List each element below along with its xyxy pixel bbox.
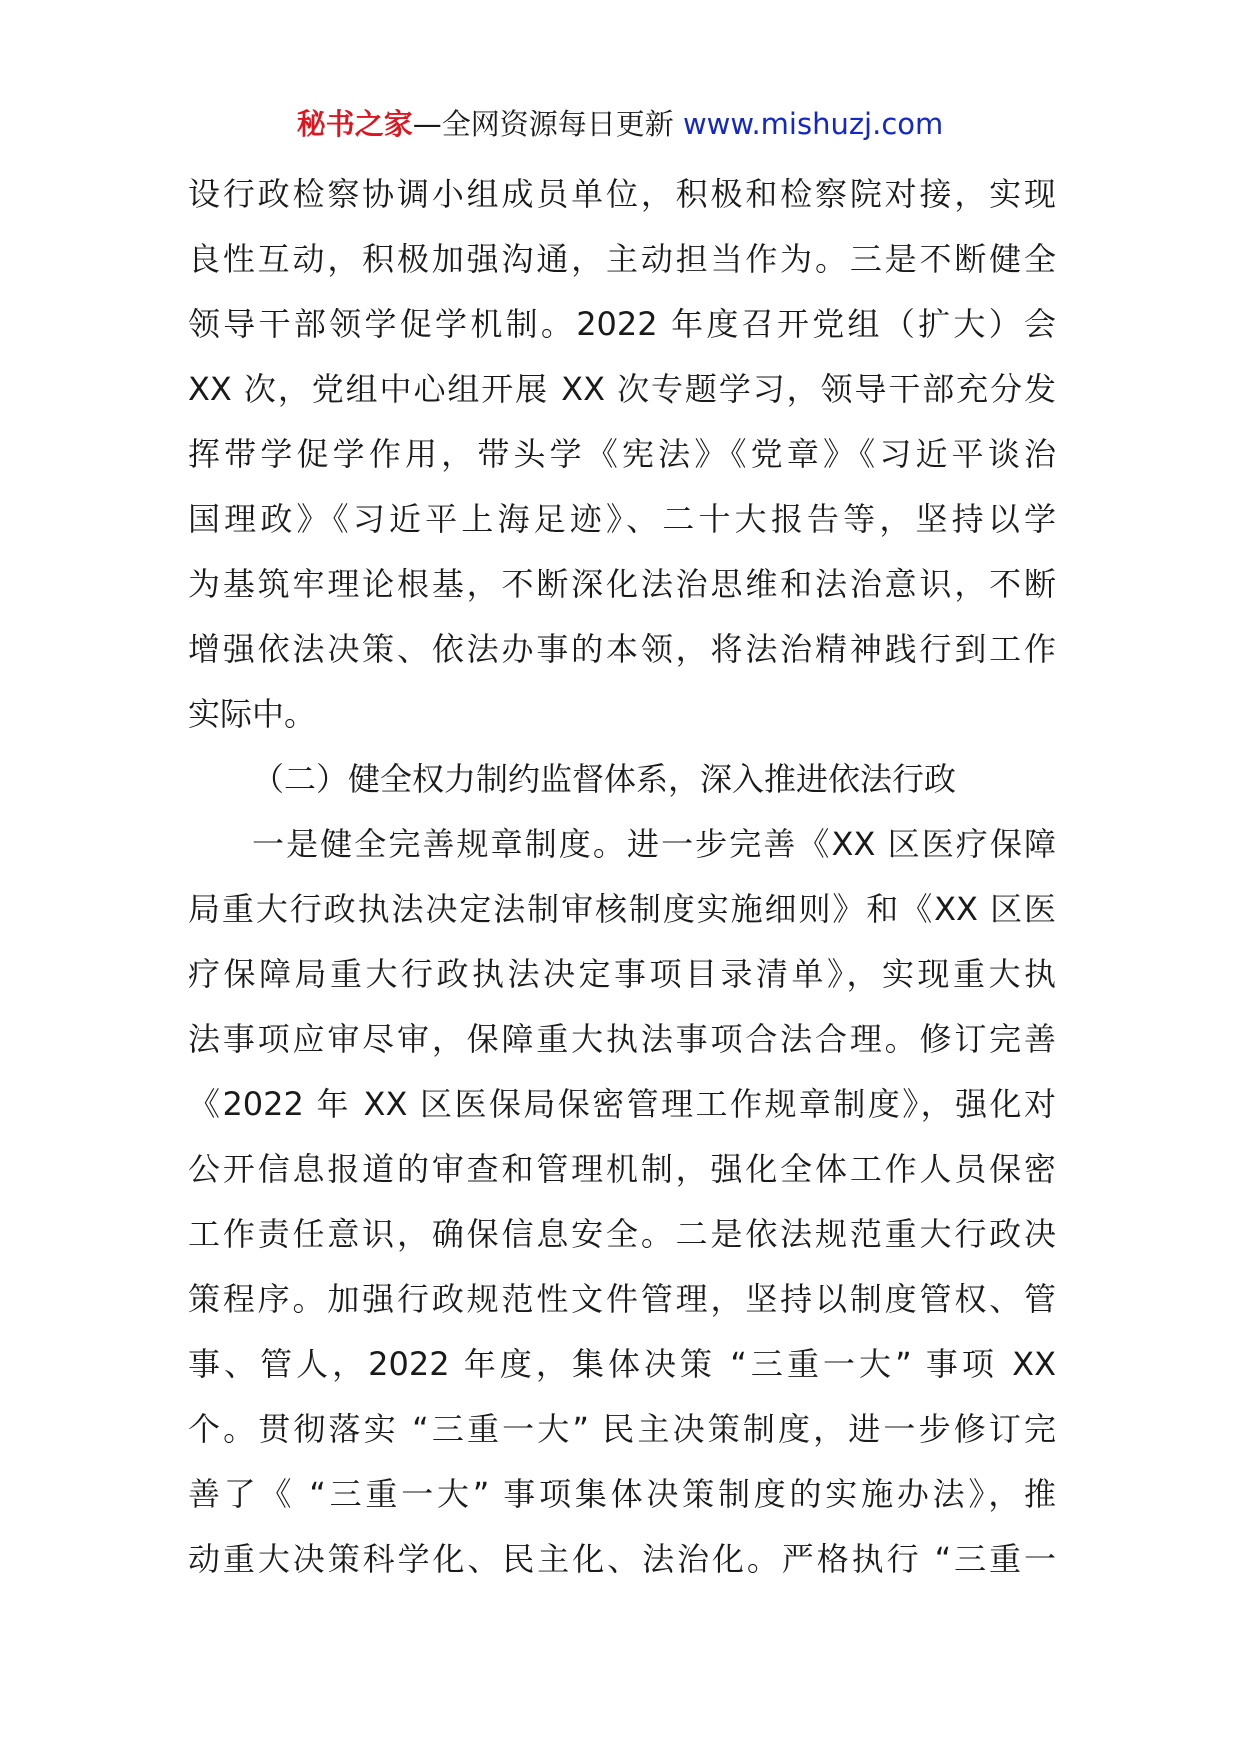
page-header <box>0 104 1240 144</box>
text-line: 事、管人，2022 年度，集体决策 “三重一大” 事项 XX <box>188 1345 1056 1383</box>
text-line: 策程序。加强行政规范性文件管理，坚持以制度管权、管 <box>188 1280 1056 1318</box>
text-line: 法事项应审尽审，保障重大执法事项合法合理。修订完善 <box>188 1020 1056 1058</box>
text-line: 设行政检察协调小组成员单位，积极和检察院对接，实现 <box>188 175 1056 213</box>
text-line: 局重大行政执法决定法制审核制度实施细则》和《XX 区医 <box>188 890 1056 928</box>
text-line: 工作责任意识，确保信息安全。二是依法规范重大行政决 <box>188 1215 1056 1253</box>
section-heading: （二）健全权力制约监督体系，深入推进依法行政 <box>252 760 957 798</box>
text-line: 实际中。 <box>188 695 317 733</box>
document-body <box>188 162 1056 1592</box>
text-line: 领导干部领学促学机制。2022 年度召开党组（扩大）会 <box>188 305 1056 343</box>
text-line: 《2022 年 XX 区医保局保密管理工作规章制度》，强化对 <box>188 1085 1056 1123</box>
text-line: 动重大决策科学化、民主化、法治化。严格执行 “三重一 <box>188 1540 1056 1578</box>
text-line: 良性互动，积极加强沟通，主动担当作为。三是不断健全 <box>188 240 1056 278</box>
text-line: 个。贯彻落实 “三重一大” 民主决策制度，进一步修订完 <box>188 1410 1056 1448</box>
text-line: 公开信息报道的审查和管理机制，强化全体工作人员保密 <box>188 1150 1056 1188</box>
text-line: 善了《 “三重一大” 事项集体决策制度的实施办法》，推 <box>188 1475 1056 1513</box>
text-line: 挥带学促学作用，带头学《宪法》《党章》《习近平谈治 <box>188 435 1056 473</box>
text-line: 疗保障局重大行政执法决定事项目录清单》，实现重大执 <box>188 955 1056 993</box>
text-line: XX 次，党组中心组开展 XX 次专题学习，领导干部充分发 <box>188 370 1056 408</box>
text-line: 增强依法决策、依法办事的本领，将法治精神践行到工作 <box>188 630 1056 668</box>
site-url-link[interactable]: www.mishuzj.com <box>682 107 944 141</box>
text-line: 一是健全完善规章制度。进一步完善《XX 区医疗保障 <box>252 825 1056 863</box>
text-line: 为基筑牢理论根基，不断深化法治思维和法治意识，不断 <box>188 565 1056 603</box>
header-slogan: —全网资源每日更新 <box>412 107 674 141</box>
text-line: 国理政》《习近平上海足迹》、二十大报告等，坚持以学 <box>188 500 1056 538</box>
brand-name: 秘书之家 <box>296 107 413 141</box>
